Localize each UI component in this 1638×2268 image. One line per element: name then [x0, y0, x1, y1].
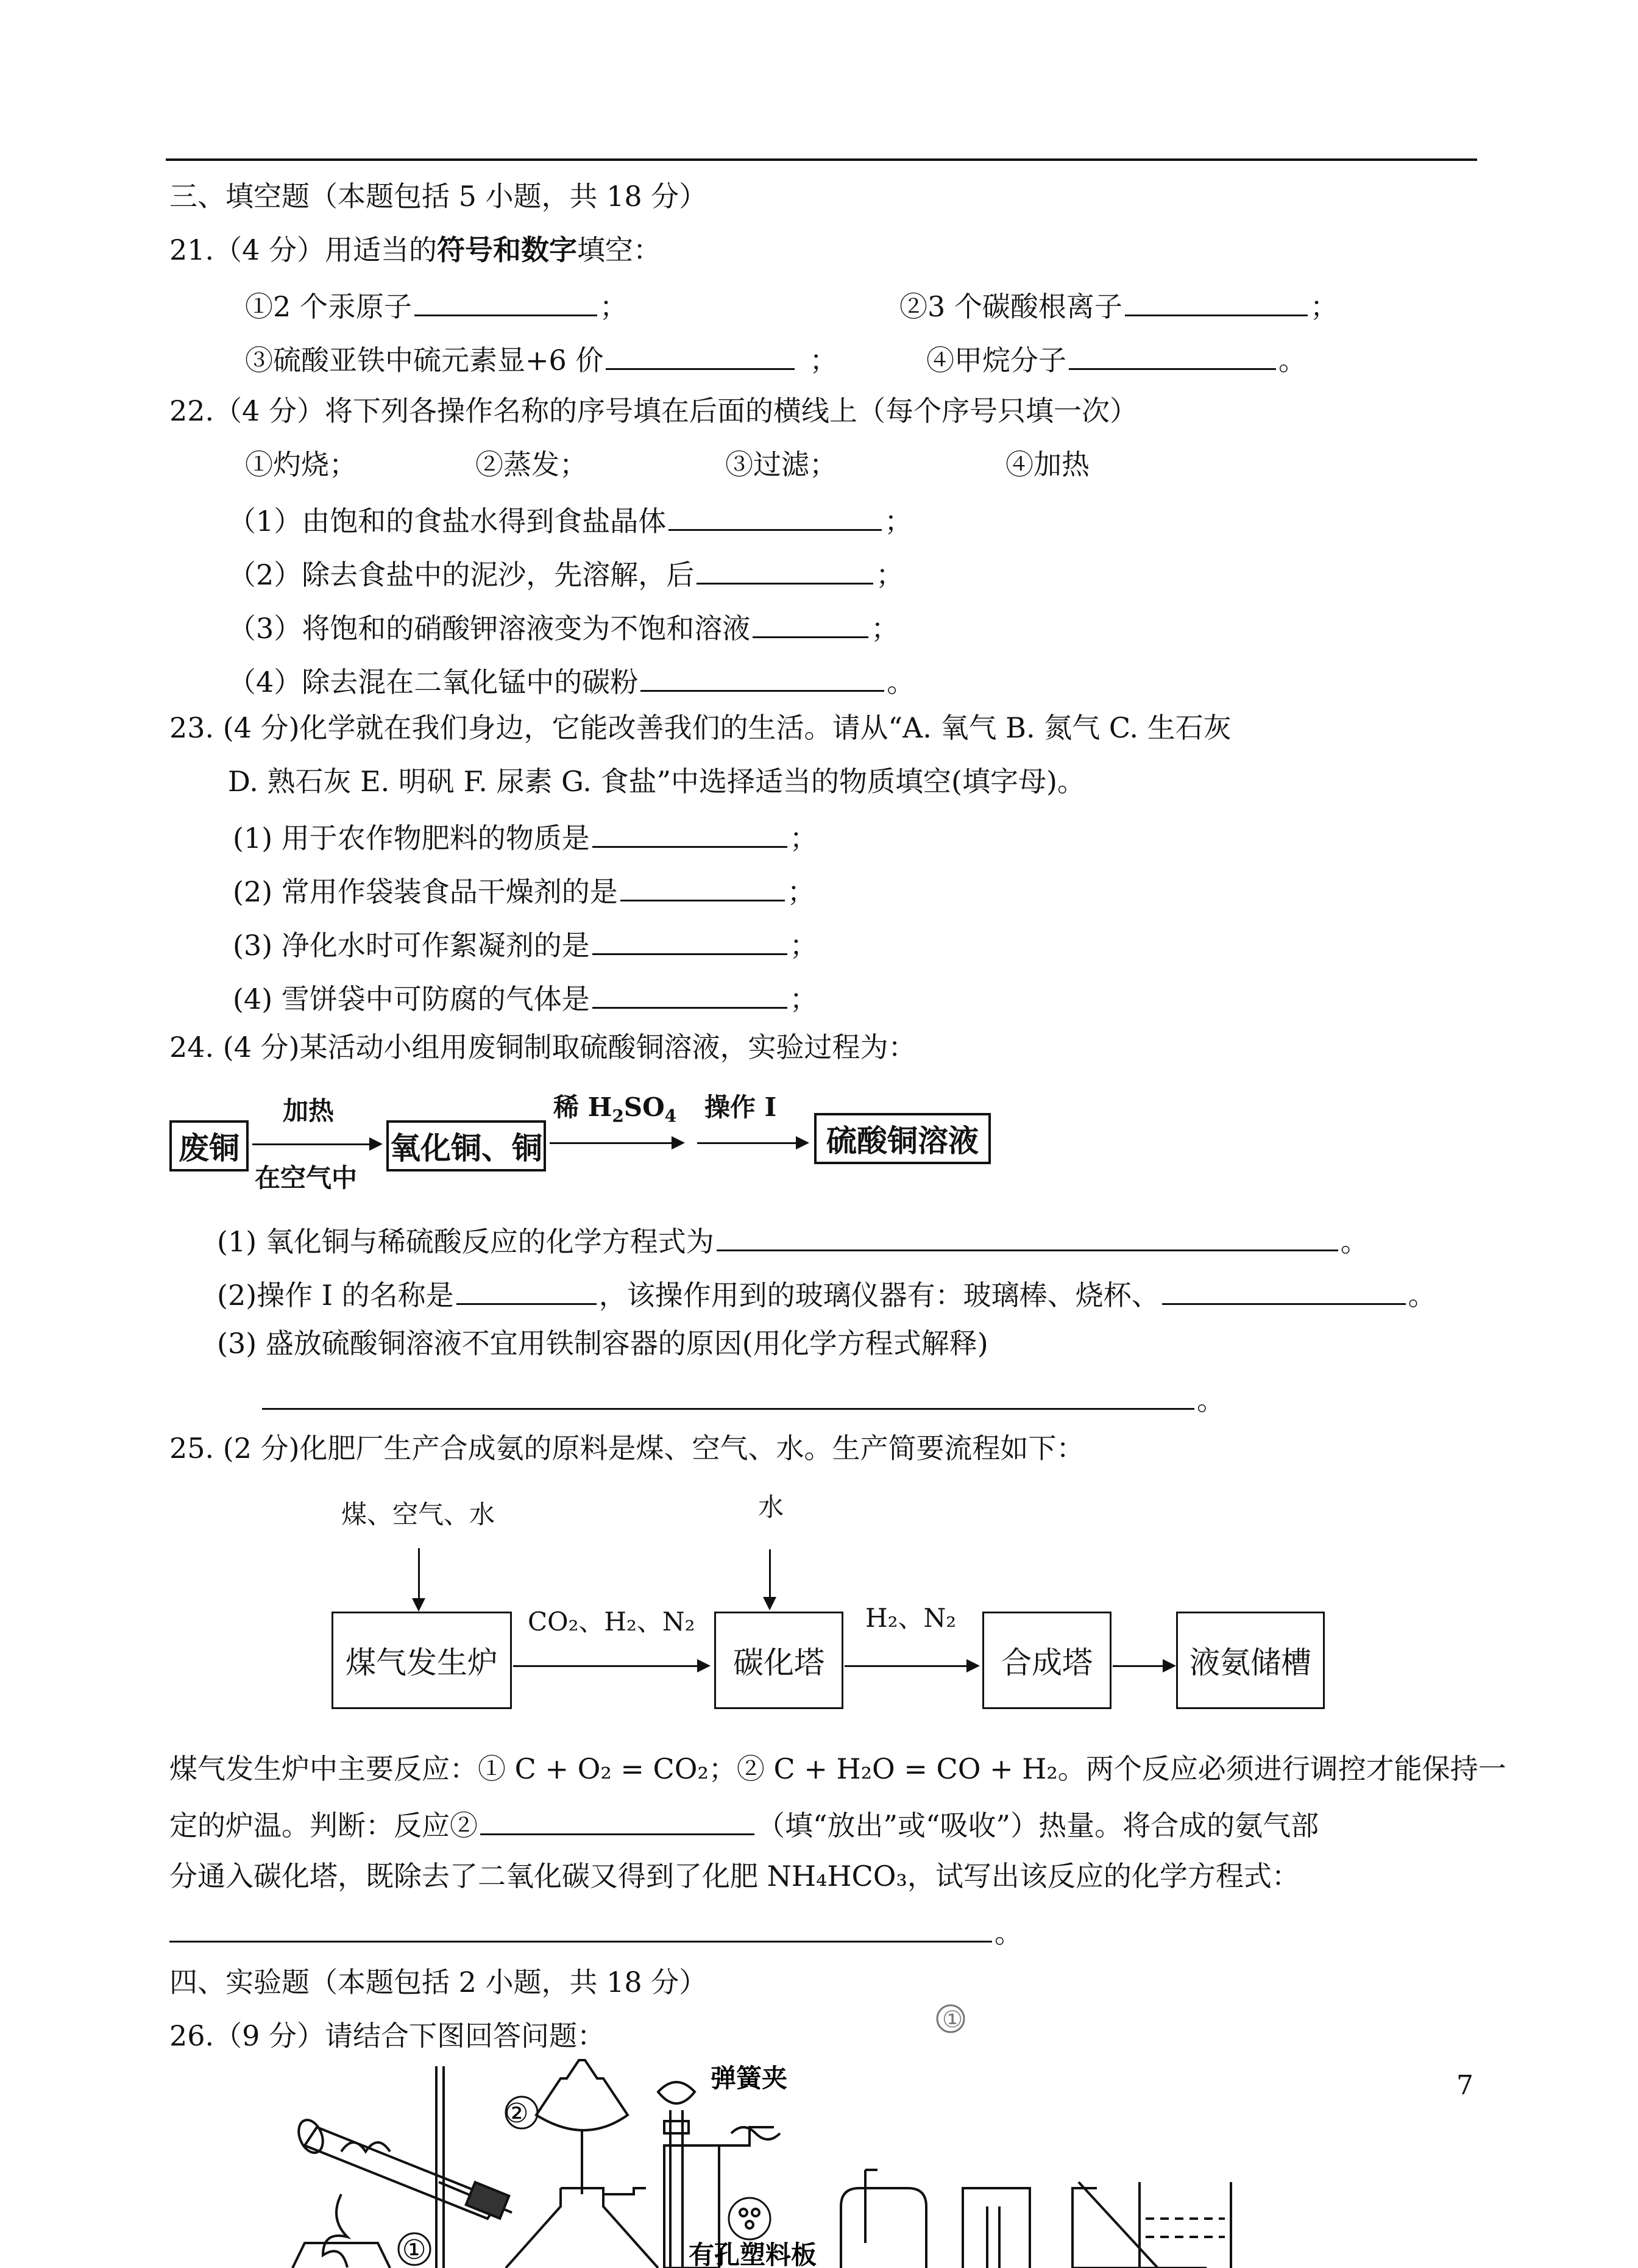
q25-text-line1: 煤气发生炉中主要反应：① C + O₂ = CO₂；② C + H₂O = CO + H₂。两个反应必须进行调控才能保持一 [169, 1752, 1506, 1785]
flow-label-heat: 加热 [283, 1096, 335, 1126]
q24-part1: (1) 氧化铜与稀硫酸反应的化学方程式为 。 [217, 1220, 1369, 1260]
flow-label-operation: 操作 I [704, 1092, 777, 1122]
flow-label-dilute-acid: 稀 $H_2SO_4$ [553, 1092, 677, 1126]
section-title: 三、填空题（本题包括 5 小题，共 18 分） [169, 180, 707, 213]
q24-part2: (2)操作 I 的名称是 ，该操作用到的玻璃仪器有：玻璃棒、烧杯、 。 [217, 1274, 1436, 1314]
q21-item3: ③硫酸亚铁中硫元素显+6 价 ； [245, 339, 837, 379]
q22-option: ③过滤； [725, 448, 837, 481]
gas-collection-bottle [841, 2188, 926, 2268]
flow-box-synthesis-tower: 合成塔 [982, 1612, 1112, 1709]
apparatus-label-2: ② [505, 2098, 529, 2129]
q22-option: ①灼烧； [245, 448, 357, 481]
conical-flask [506, 2188, 658, 2268]
flow-box-gas-generator: 煤气发生炉 [332, 1612, 512, 1709]
separatory-funnel [536, 2060, 628, 2130]
flame-icon [323, 2194, 347, 2267]
q23-stem-line1: 23. (4 分)化学就在我们身边，它能改善我们的生活。请从“A. 氧气 B. 氮气 C. 生石灰 [169, 711, 1232, 744]
q22-part4: （4）除去混在二氧化锰中的碳粉 。 [228, 661, 915, 700]
page-number: 7 [1456, 2070, 1473, 2101]
q22-part1: （1）由饱和的食盐水得到食盐晶体 ； [228, 500, 912, 539]
q23-part1: (1) 用于农作物肥料的物质是 ； [233, 817, 818, 856]
q26-stem: 26.（9 分）请结合下图回答问题： [169, 2019, 606, 2052]
q24-part3: (3) 盛放硫酸铜溶液不宜用铁制容器的原因(用化学方程式解释) [217, 1327, 988, 1360]
q22-option: ②蒸发； [475, 448, 587, 481]
perforated-plate-icon [729, 2198, 770, 2239]
flow-box-copper-oxide: 氧化铜、铜 [386, 1120, 546, 1171]
q24-part3-answer: 。 [260, 1379, 1225, 1418]
q23-part3: (3) 净化水时可作絮凝剂的是 ； [233, 924, 818, 964]
gas-collection-bottle [963, 2188, 1030, 2268]
q21-item1: ①2 个汞原子 ； [245, 285, 628, 325]
flow-label-gases: CO₂、H₂、N₂ [528, 1607, 695, 1637]
section-title: 四、实验题（本题包括 2 小题，共 18 分） [169, 1966, 707, 1999]
q25-text-line3: 分通入碳化塔，既除去了二氧化碳又得到了化肥 NH₄HCO₃，试写出该反应的化学方程式： [169, 1860, 1300, 1893]
apparatus-label-top: ① [942, 2006, 963, 2033]
flow-box-liquid-ammonia-tank: 液氨储槽 [1176, 1612, 1325, 1709]
flow-label-h2-n2: H₂、N₂ [865, 1603, 957, 1633]
q23-stem-line2: D. 熟石灰 E. 明矾 F. 尿素 G. 食盐”中选择适当的物质填空(填字母)。 [228, 765, 1085, 798]
flow-input-water: 水 [758, 1492, 784, 1522]
q21-item2: ②3 个碳酸根离子 ； [899, 285, 1338, 325]
spring-clamp-icon [731, 2127, 780, 2139]
water-bottle [1140, 2182, 1231, 2268]
flow-label-in-air: 在空气中 [255, 1163, 358, 1193]
q23-part2: (2) 常用作袋装食品干燥剂的是 ； [233, 870, 815, 910]
q22-stem: 22.（4 分）将下列各操作名称的序号填在后面的横线上（每个序号只填一次） [169, 394, 1138, 427]
q25-answer: 。 [169, 1911, 1023, 1951]
q23-part4: (4) 雪饼袋中可防腐的气体是 ； [233, 978, 818, 1017]
flow-box-carbonization-tower: 碳化塔 [714, 1612, 843, 1709]
flow-input-coal-air-water: 煤、空气、水 [341, 1499, 495, 1529]
apparatus-label-1: ① [402, 2234, 427, 2266]
label-spring-clamp: 弹簧夹 [711, 2063, 788, 2093]
flow-box-waste-copper: 废铜 [169, 1120, 249, 1171]
q24-stem: 24. (4 分)某活动小组用废铜制取硫酸铜溶液，实验过程为： [169, 1031, 916, 1064]
q22-part3: （3）将饱和的硝酸钾溶液变为不饱和溶液 ； [228, 607, 899, 647]
q25-stem: 25. (2 分)化肥厂生产合成氨的原料是煤、空气、水。生产简要流程如下： [169, 1432, 1085, 1465]
q21-stem: 21.（4 分）用适当的符号和数字填空： [169, 233, 662, 266]
funnel-top [658, 2082, 695, 2103]
q22-option: ④加热 [1005, 448, 1090, 481]
flow-box-copper-sulfate: 硫酸铜溶液 [814, 1113, 991, 1164]
q22-part2: （2）除去食盐中的泥沙，先溶解，后 ； [228, 553, 904, 593]
label-perforated-plate: 有孔塑料板 [689, 2240, 817, 2268]
q25-text-line2: 定的炉温。判断：反应② （填“放出”或“吸收”）热量。将合成的氨气部 [169, 1804, 1319, 1844]
q21-item4: ④甲烷分子 。 [926, 339, 1306, 379]
